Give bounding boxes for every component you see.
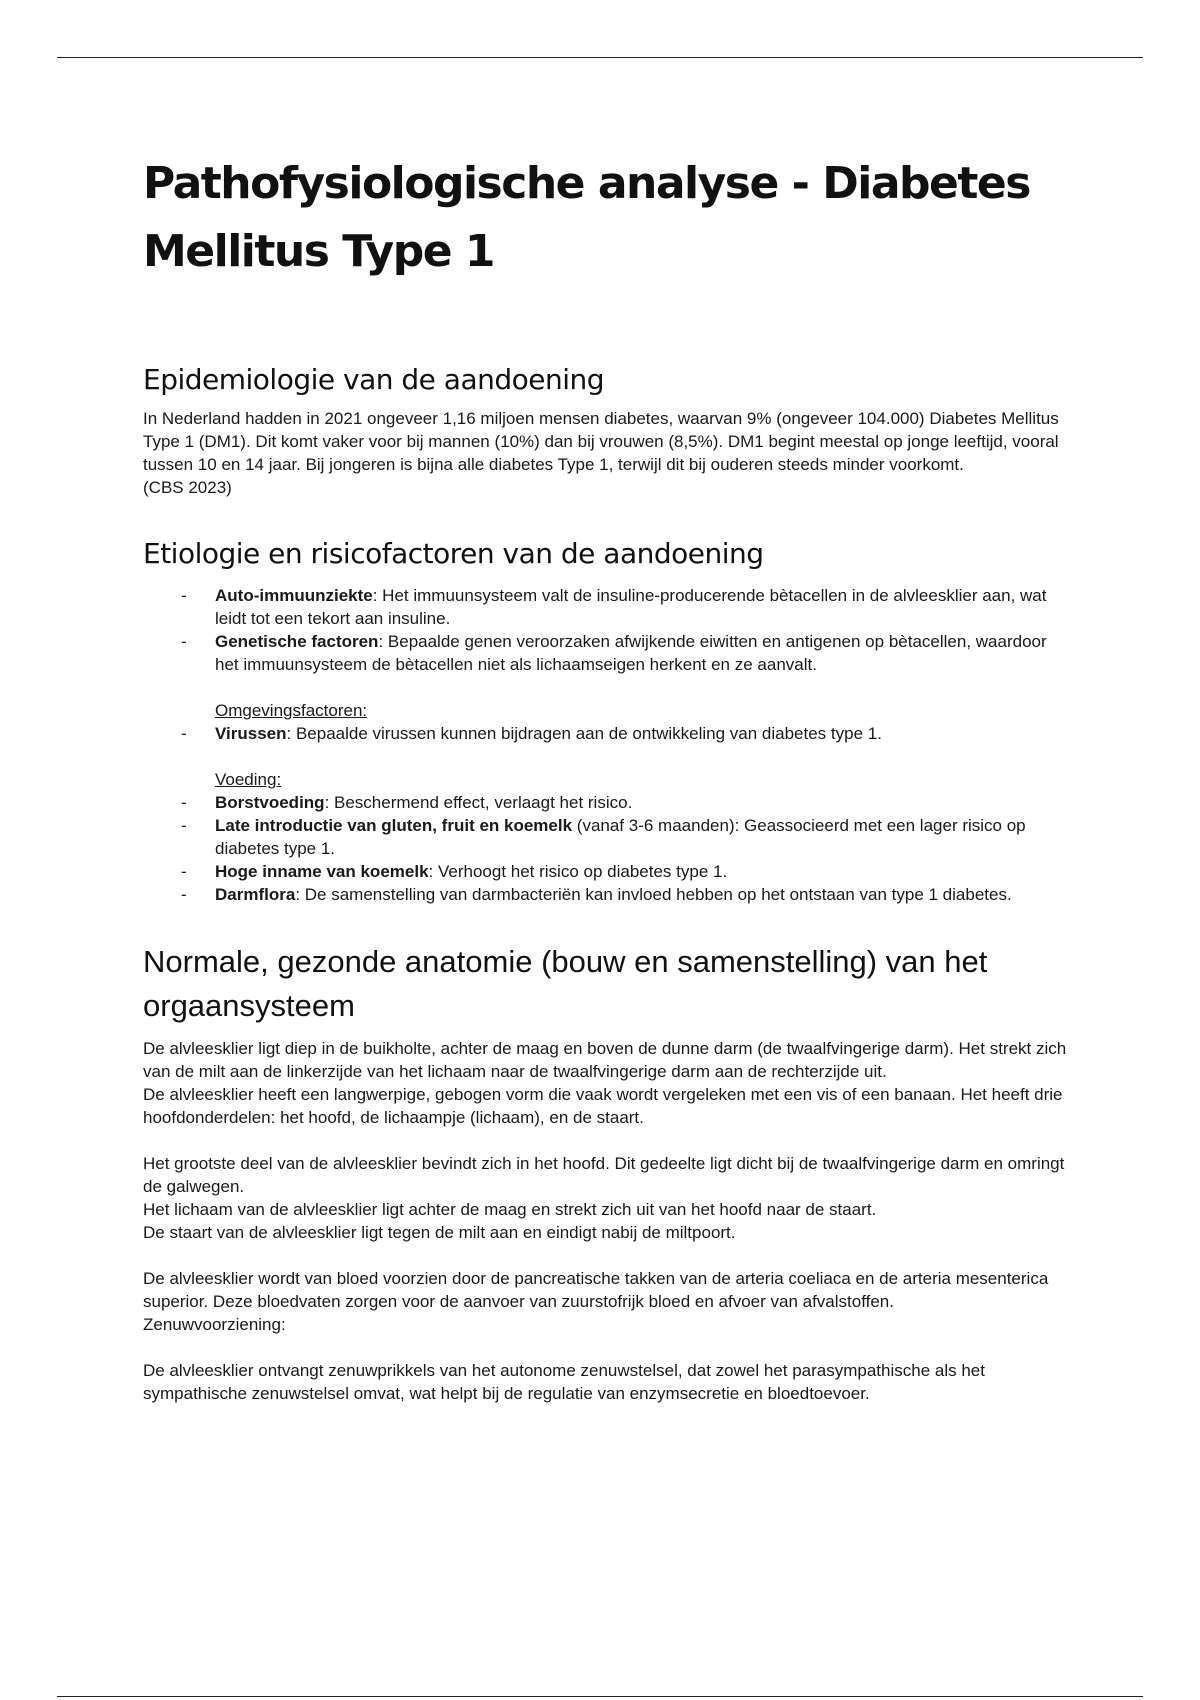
list-item-term: Virussen [215, 724, 287, 743]
list-item [143, 791, 1073, 814]
list-item-text: (vanaf 3-6 maanden): Geassocieerd met een lager risico op diabetes type 1. [215, 816, 1026, 858]
anatomy-paragraph: De alvleesklier heeft een langwerpige, gebogen vorm die vaak wordt vergeleken met een vis of een banaan. Het heeft drie hoofdonderdelen: het hoofd, de lichaampje (lichaam), en de staart. [143, 1085, 1063, 1127]
list-item [143, 584, 1073, 630]
document-body [143, 150, 1073, 1405]
bullet-dash: - [181, 586, 187, 605]
list-item-text: : Beschermend effect, verlaagt het risico. [324, 793, 633, 812]
bullet-dash: - [181, 816, 187, 835]
spacer [143, 1336, 1073, 1359]
anatomy-paragraph: De staart van de alvleesklier ligt tegen de milt aan en eindigt nabij de miltpoort. [143, 1223, 736, 1242]
anatomy-paragraph: Het grootste deel van de alvleesklier bevindt zich in het hoofd. Dit gedeelte ligt dicht bij de twaalfvingerige darm en omringt de galwegen. [143, 1154, 1065, 1196]
spacer [143, 1129, 1073, 1152]
bullet-dash: - [181, 724, 187, 743]
bullet-dash: - [181, 632, 187, 651]
epidemiology-source: (CBS 2023) [143, 478, 232, 497]
document-title: Pathofysiologische analyse - Diabetes Mellitus Type 1 [143, 158, 1030, 277]
list-item-term: Hoge inname van koemelk [215, 862, 429, 881]
spacer [143, 676, 1073, 699]
list-item-text: : Bepaalde genen veroorzaken afwijkende eiwitten en antigenen op bètacellen, waardoor het immuunsysteem de bètacellen niet als lichaamseigen herkent en ze aanvalt. [215, 632, 1047, 674]
etiology-list [143, 584, 1073, 676]
anatomy-paragraph: Het lichaam van de alvleesklier ligt achter de maag en strekt zich uit van het hoofd naar de staart. [143, 1200, 877, 1219]
list-item-term: Late introductie van gluten, fruit en koemelk [215, 816, 573, 835]
environment-list [143, 722, 1073, 745]
list-item [143, 630, 1073, 676]
list-item-text: : Het immuunsysteem valt de insuline-producerende bètacellen in de alvleesklier aan, wat leidt tot een tekort aan insuline. [215, 586, 1047, 628]
bullet-dash: - [181, 862, 187, 881]
bullet-dash: - [181, 885, 187, 904]
epidemiology-heading: Epidemiologie van de aandoening [143, 363, 605, 396]
nutrition-subheading: Voeding: [215, 770, 282, 789]
list-item [143, 722, 1073, 745]
list-item-text: : Bepaalde virussen kunnen bijdragen aan de ontwikkeling van diabetes type 1. [286, 724, 882, 743]
environment-subheading: Omgevingsfactoren: [215, 701, 368, 720]
bullet-dash: - [181, 793, 187, 812]
anatomy-subheading: Zenuwvoorziening: [143, 1315, 286, 1334]
list-item-text: : Verhoogt het risico op diabetes type 1. [428, 862, 728, 881]
list-item-term: Auto-immuunziekte [215, 586, 373, 605]
bottom-rule [57, 1696, 1143, 1697]
anatomy-paragraph: De alvleesklier ontvangt zenuwprikkels van het autonome zenuwstelsel, dat zowel het parasympathische als het sympathische zenuwstelsel omvat, wat helpt bij de regulatie van enzymsecretie en bloedtoevoer. [143, 1361, 985, 1403]
anatomy-heading: Normale, gezonde anatomie (bouw en samenstelling) van het orgaansysteem [143, 944, 988, 1023]
nutrition-list [143, 791, 1073, 906]
top-rule [57, 57, 1143, 58]
list-item-text: : De samenstelling van darmbacteriën kan invloed hebben op het ontstaan van type 1 diabetes. [295, 885, 1012, 904]
list-item-term: Darmflora [215, 885, 296, 904]
etiology-heading: Etiologie en risicofactoren van de aandoening [143, 537, 764, 570]
list-item [143, 883, 1073, 906]
list-item [143, 860, 1073, 883]
spacer [143, 1244, 1073, 1267]
anatomy-paragraph: De alvleesklier ligt diep in de buikholte, achter de maag en boven de dunne darm (de twaalfvingerige darm). Het strekt zich van de milt aan de linkerzijde van het lichaam naar de twaalfvingerige darm aan de rechterzijde uit. [143, 1039, 1067, 1081]
anatomy-paragraph: De alvleesklier wordt van bloed voorzien door de pancreatische takken van de arteria coeliaca en de arteria mesenterica superior. Deze bloedvaten zorgen voor de aanvoer van zuurstofrijk bloed en afvoer van afvalstoffen. [143, 1269, 1049, 1311]
epidemiology-text: In Nederland hadden in 2021 ongeveer 1,16 miljoen mensen diabetes, waarvan 9% (ongeveer 104.000) Diabetes Mellitus Type 1 (DM1). Dit komt vaker voor bij mannen (10%) dan bij vrouwen (8,5%). DM1 begint meestal op jonge leeftijd, vooral tussen 10 en 14 jaar. Bij jongeren is bijna alle diabetes Type 1, terwijl dit bij ouderen steeds minder voorkomt. [143, 409, 1059, 474]
spacer [143, 745, 1073, 768]
list-item-term: Borstvoeding [215, 793, 325, 812]
list-item [143, 814, 1073, 860]
list-item-term: Genetische factoren [215, 632, 379, 651]
